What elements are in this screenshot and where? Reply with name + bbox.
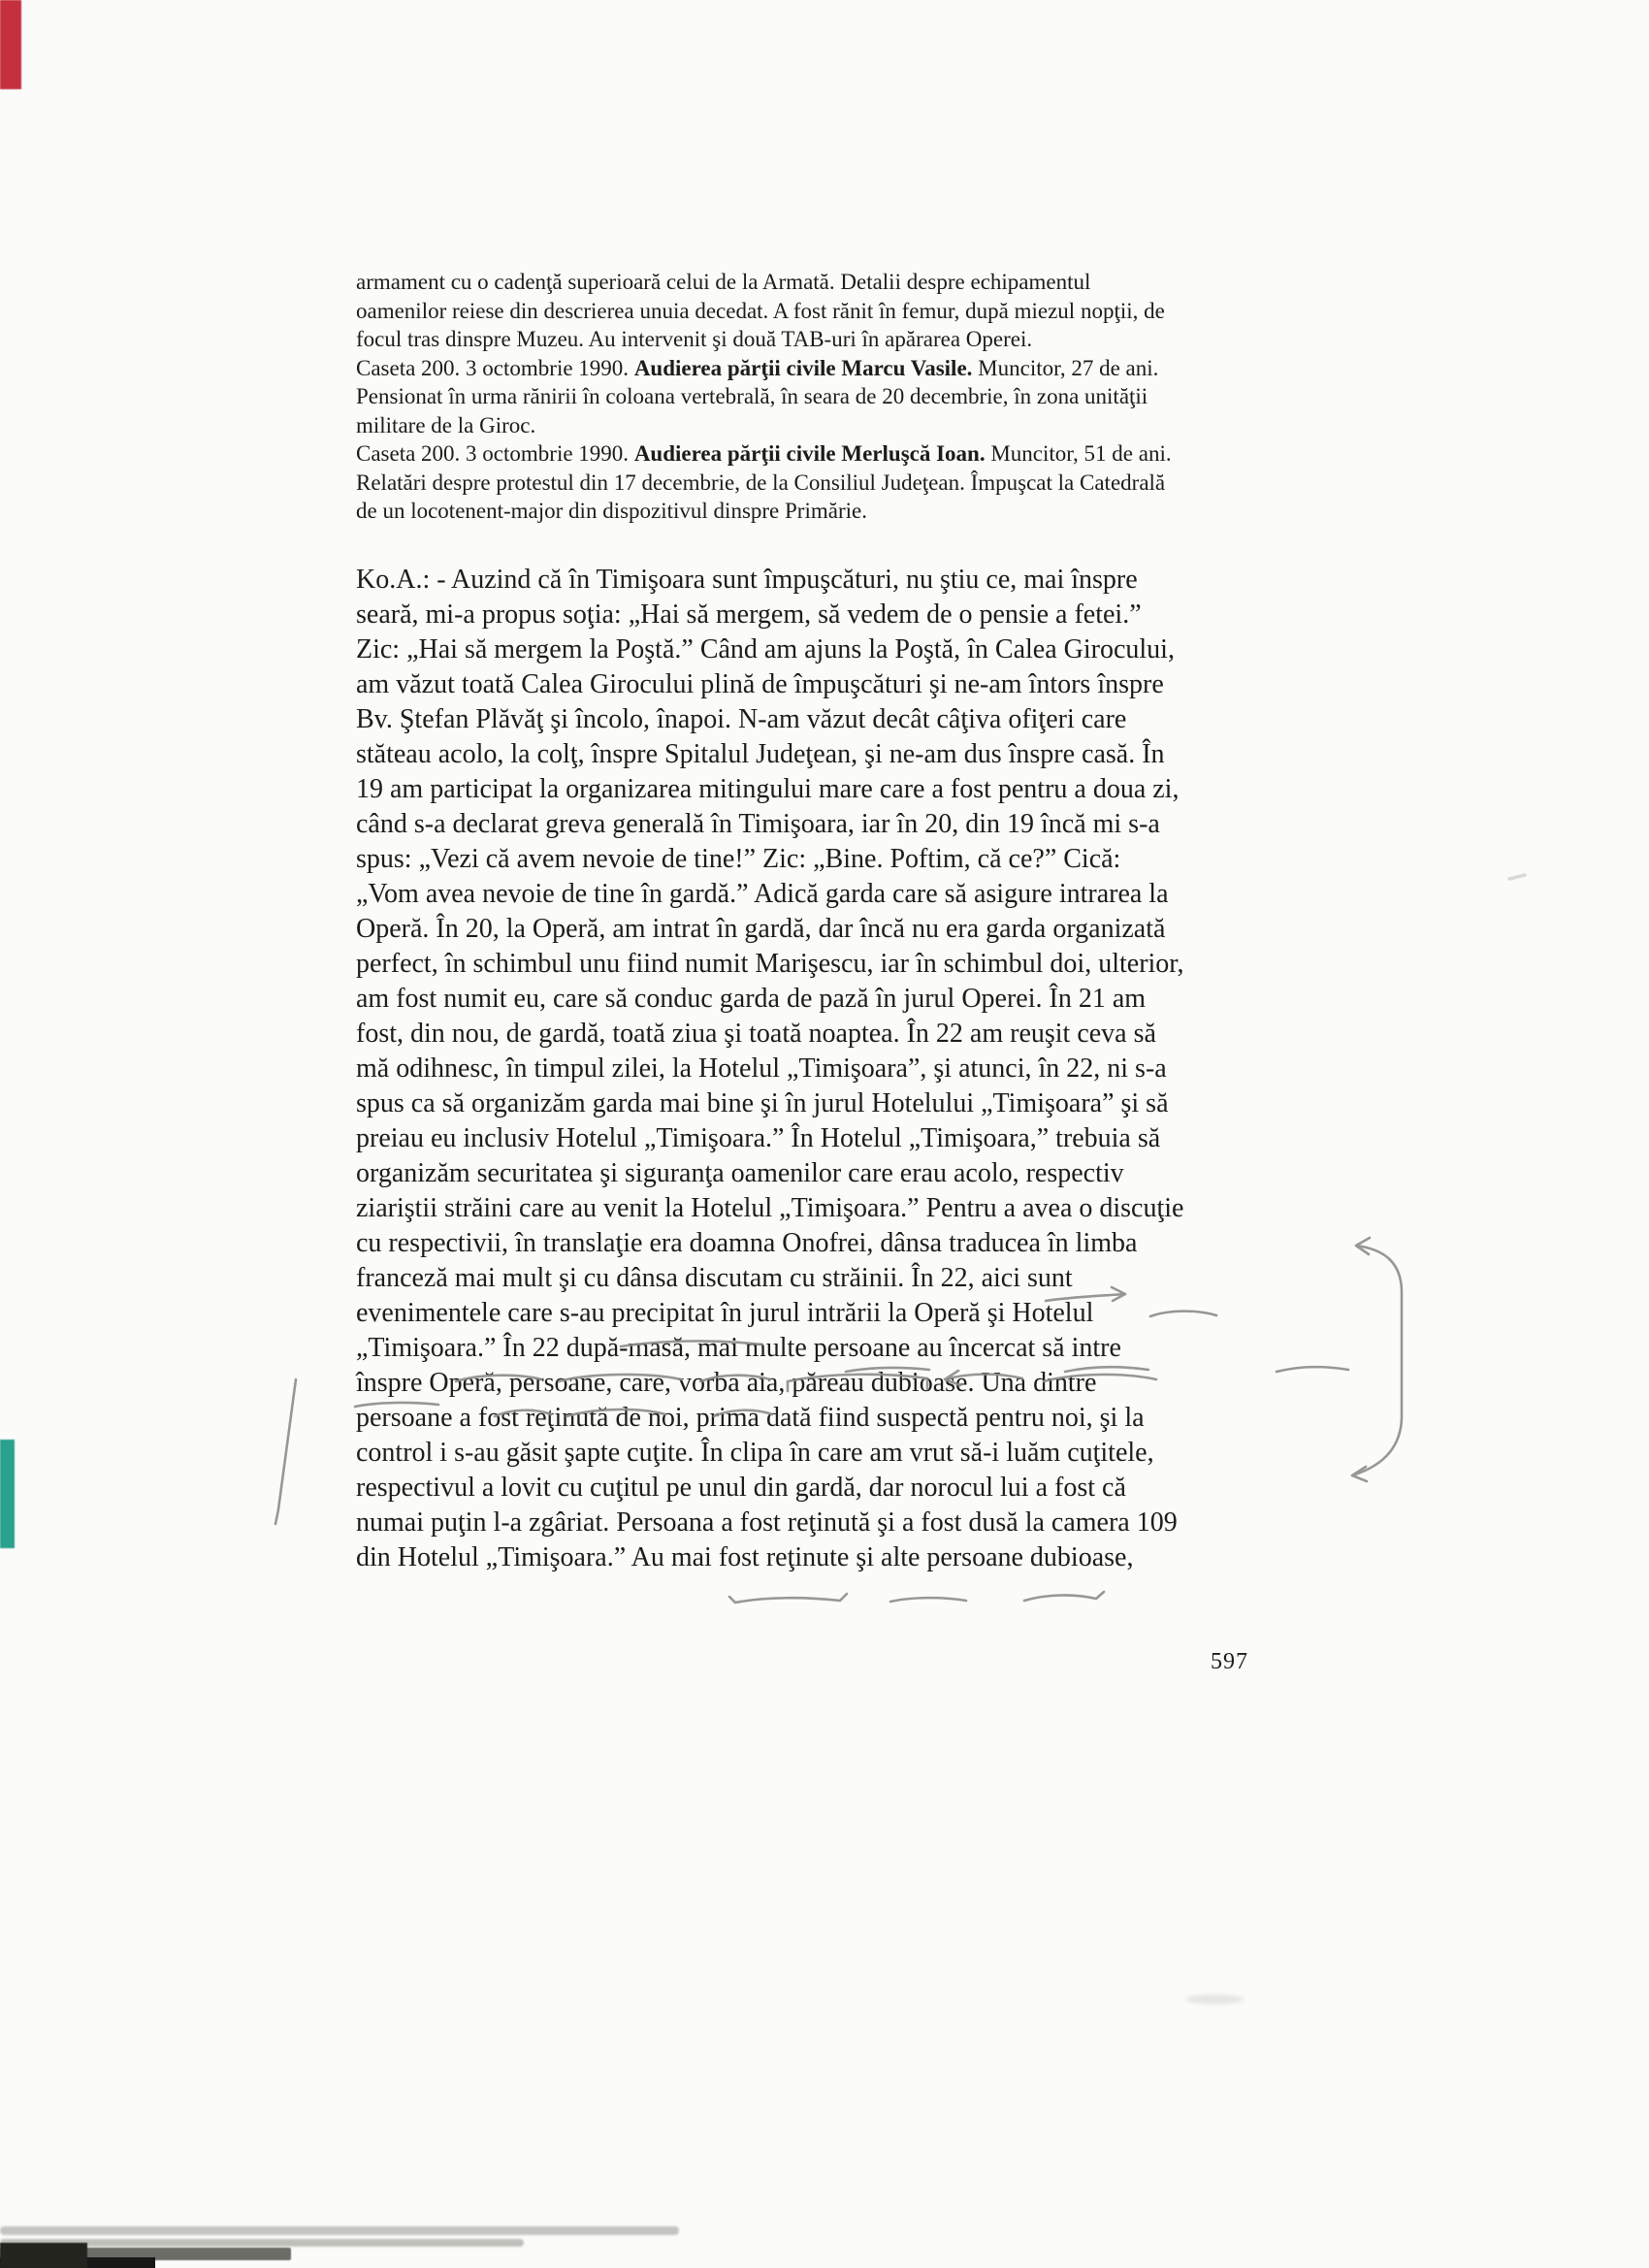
caseta-meta: Muncitor, 27 de ani.	[972, 355, 1159, 380]
text-line: spus: „Vezi că avem nevoie de tine!” Zic: „Bine. Poftim, că ce?” Cică:	[356, 844, 1121, 874]
text-line: stăteau acolo, la colţ, înspre Spitalul Judeţean, şi ne-am dus înspre casă. În	[356, 739, 1165, 769]
text-line: ziariştii străini care au venit la Hotelul „Timişoara.” Pentru a avea o discuţie	[356, 1193, 1184, 1223]
pencil-underline-last3	[1024, 1592, 1104, 1601]
text-line: focul tras dinspre Muzeu. Au intervenit şi două TAB-uri în apărarea Operei.	[356, 327, 1033, 351]
testimony-paragraph	[356, 563, 1347, 1575]
text-line: de un locotenent-major din dispozitivul dinspre Primărie.	[356, 499, 867, 523]
scan-artifact-bottom-band	[0, 2226, 679, 2235]
text-line: am fost numit eu, care să conduc garda de pază în jurul Operei. În 21 am	[356, 984, 1147, 1014]
scan-artifact-red-strip	[0, 0, 21, 89]
text-line: control i s-au găsit şapte cuţite. În clipa în care am vrut să-i luăm cuţitele,	[356, 1438, 1154, 1468]
text-line: am văzut toată Calea Girocului plină de împuşcături şi ne-am întors înspre	[356, 669, 1164, 699]
scan-artifact-smudge	[1185, 1994, 1244, 2004]
text-line: înspre Operă, persoane, care, vorba aia, păreau dubioase. Una dintre	[356, 1368, 1097, 1398]
text-line: organizăm securitatea şi siguranţa oamenilor care erau acolo, respectiv	[356, 1158, 1124, 1188]
caseta-title-bold: Audierea părţii civile Merluşcă Ioan.	[633, 441, 986, 466]
text-line: Pensionat în urma rănirii în coloana vertebrală, în seara de 20 decembrie, în zona unităţii	[356, 384, 1148, 408]
text-line: mă odihnesc, în timpul zilei, la Hotelul „Timişoara”, şi atunci, în 22, ni s-a	[356, 1053, 1167, 1084]
pencil-bracket-left	[275, 1379, 296, 1524]
text-line: 19 am participat la organizarea mitingului mare care a fost pentru a doua zi,	[356, 774, 1180, 804]
text-line: numai puţin l-a zgâriat. Persoana a fost reţinută şi a fost dusă la camera 109	[356, 1507, 1178, 1538]
page-number: 597	[1211, 1649, 1248, 1674]
pencil-underline-last2	[890, 1598, 966, 1602]
text-line: oamenilor reiese din descrierea unuia decedat. A fost rănit în femur, după miezul nopţii, de	[356, 298, 1165, 323]
pencil-underline-last1	[729, 1594, 847, 1603]
text-line: armament cu o cadenţă superioară celui de la Armată. Detalii despre echipamentul	[356, 270, 1091, 294]
text-line: Operă. În 20, la Operă, am intrat în gardă, dar încă nu era garda organizată	[356, 914, 1166, 944]
text-line: perfect, în schimbul unu fiind numit Marişescu, iar în schimbul doi, ulterior,	[356, 949, 1184, 979]
text-line: „Timişoara.” În 22 după-masă, mai multe persoane au încercat să intre	[356, 1333, 1121, 1363]
text-line: Ko.A.: - Auzind că în Timişoara sunt împuşcături, nu ştiu ce, mai înspre	[356, 565, 1138, 595]
text-line: seară, mi-a propus soţia: „Hai să mergem, să vedem de o pensie a fetei.”	[356, 599, 1142, 630]
text-line: persoane a fost reţinută de noi, prima dată fiind suspectă pentru noi, şi la	[356, 1403, 1145, 1433]
text-line: când s-a declarat greva generală în Timişoara, iar în 20, din 19 încă mi s-a	[356, 809, 1160, 839]
pencil-arrowhead	[1356, 1238, 1370, 1254]
text-line: militare de la Giroc.	[356, 412, 536, 437]
text-line: „Vom avea nevoie de tine în gardă.” Adică garda care să asigure intrarea la	[356, 879, 1169, 909]
text-line: Bv. Ştefan Plăvăţ şi încolo, înapoi. N-am văzut decât câţiva ofiţeri care	[356, 704, 1127, 734]
caseta-date: Caseta 200. 3 octombrie 1990.	[356, 441, 634, 466]
text-line: din Hotelul „Timişoara.” Au mai fost reţinute şi alte persoane dubioase,	[356, 1542, 1134, 1572]
text-line: Zic: „Hai să mergem la Poştă.” Când am ajuns la Poştă, în Calea Girocului,	[356, 634, 1175, 664]
text-line: preiau eu inclusiv Hotelul „Timişoara.” În Hotelul „Timişoara,” trebuia să	[356, 1123, 1161, 1153]
text-line: respectivul a lovit cu cuţitul pe unul din gardă, dar norocul lui a fost că	[356, 1473, 1126, 1503]
scan-artifact-teal-strip	[0, 1440, 15, 1548]
pencil-bracket-right	[1352, 1246, 1402, 1475]
text-line: fost, din nou, de gardă, toată ziua şi toată noaptea. În 22 am reuşit ceva să	[356, 1019, 1156, 1049]
text-line: Relatări despre protestul din 17 decembrie, de la Consiliul Judeţean. Împuşcat la Catedrală	[356, 470, 1166, 495]
print-speck	[1509, 875, 1525, 879]
caseta-date: Caseta 200. 3 octombrie 1990.	[356, 355, 634, 380]
text-line caseta-heading	[356, 354, 1347, 383]
text-line: cu respectivii, în translaţie era doamna Onofrei, dânsa traducea în limba	[356, 1228, 1138, 1258]
text-line caseta-heading	[356, 439, 1347, 469]
caseta-title-bold: Audierea părţii civile Marcu Vasile.	[633, 355, 973, 380]
caseta-meta: Muncitor, 51 de ani.	[985, 441, 1172, 466]
caseta-summary-block	[356, 268, 1347, 526]
pencil-arrowhead	[1352, 1467, 1367, 1481]
text-line: franceză mai mult şi cu dânsa discutam cu străinii. În 22, aici sunt	[356, 1263, 1073, 1293]
scan-artifact-bottom-band	[0, 2243, 87, 2268]
text-line: evenimentele care s-au precipitat în jurul intrării la Operă şi Hotelul	[356, 1298, 1094, 1328]
text-line: spus ca să organizăm garda mai bine şi în jurul Hotelului „Timişoara” şi să	[356, 1088, 1169, 1118]
